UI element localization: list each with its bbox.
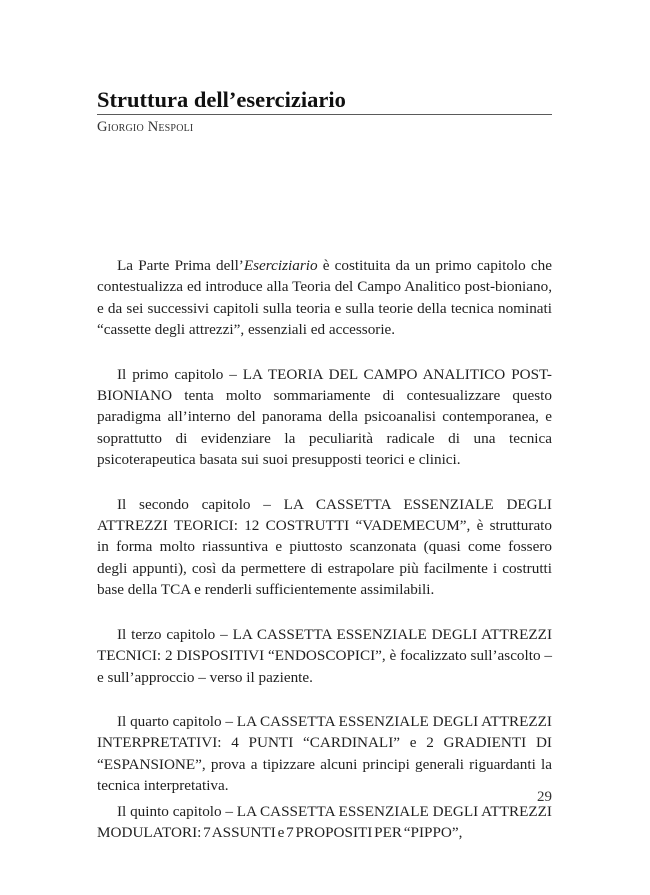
paragraph-chapter-1: Il primo capitolo – LA TEORIA DEL CAMPO ANALITICO POST-BIONIANO tenta molto sommariamente di contesualizzare questo paradigma all’interno del panorama della psicoanalisi contemporanea, e soprattutto di evidenziare la peculiarità radicale di una tecnica psicoterapeutica basata sui suoi presupposti teorici e clinici. <box>97 365 552 469</box>
paragraph-intro-emphasis: Eserciziario <box>243 257 318 274</box>
title-rule <box>97 114 552 115</box>
chapter-author: Giorgio Nespoli <box>97 119 194 135</box>
page-number: 29 <box>537 789 552 805</box>
paragraph-intro-end: è costituita da un primo capitolo che contestualizza ed introduce alla Teoria del Campo Analitico post-bioniano, e da sei successivi capitoli sulla teoria e sulla teorie della tecnica nominati “cassette degli attrezzi”, essenziali ed accessorie. <box>97 257 552 339</box>
chapter-title: Struttura dell’eserciziario <box>97 87 346 112</box>
body-text <box>97 255 552 843</box>
paragraph-chapter-5: Il quinto capitolo – LA CASSETTA ESSENZIALE DEGLI ATTREZZI MODULATORI: 7 ASSUNTI e 7 PROPOSITI PER “PIPPO”, <box>97 802 552 841</box>
paragraph-intro <box>97 255 552 341</box>
paragraph-intro-start: La Parte Prima dell’ <box>117 257 244 274</box>
paragraph-chapter-3: Il terzo capitolo – LA CASSETTA ESSENZIALE DEGLI ATTREZZI TECNICI: 2 DISPOSITIVI “ENDOSCOPICI”, è focalizzato sull’ascolto – e sull’approccio – verso il paziente. <box>97 625 552 686</box>
paragraph-chapter-4: Il quarto capitolo – LA CASSETTA ESSENZIALE DEGLI ATTREZZI INTERPRETATIVI: 4 PUNTI “CARDINALI” e 2 GRADIENTI DI “ESPANSIONE”, prova a tipizzare alcuni principi generali riguardanti la tecnica interpretativa. <box>97 712 552 795</box>
paragraph-chapter-2: Il secondo capitolo – LA CASSETTA ESSENZIALE DEGLI ATTREZZI TEORICI: 12 COSTRUTTI “VADEMECUM”, è strutturato in forma molto riassuntiva e piuttosto scanzonata (quasi come fossero degli appunti), così da permettere di estrapolare più facilmente i costrutti base della TCA e renderli sufficientemente assimilabili. <box>97 495 552 599</box>
